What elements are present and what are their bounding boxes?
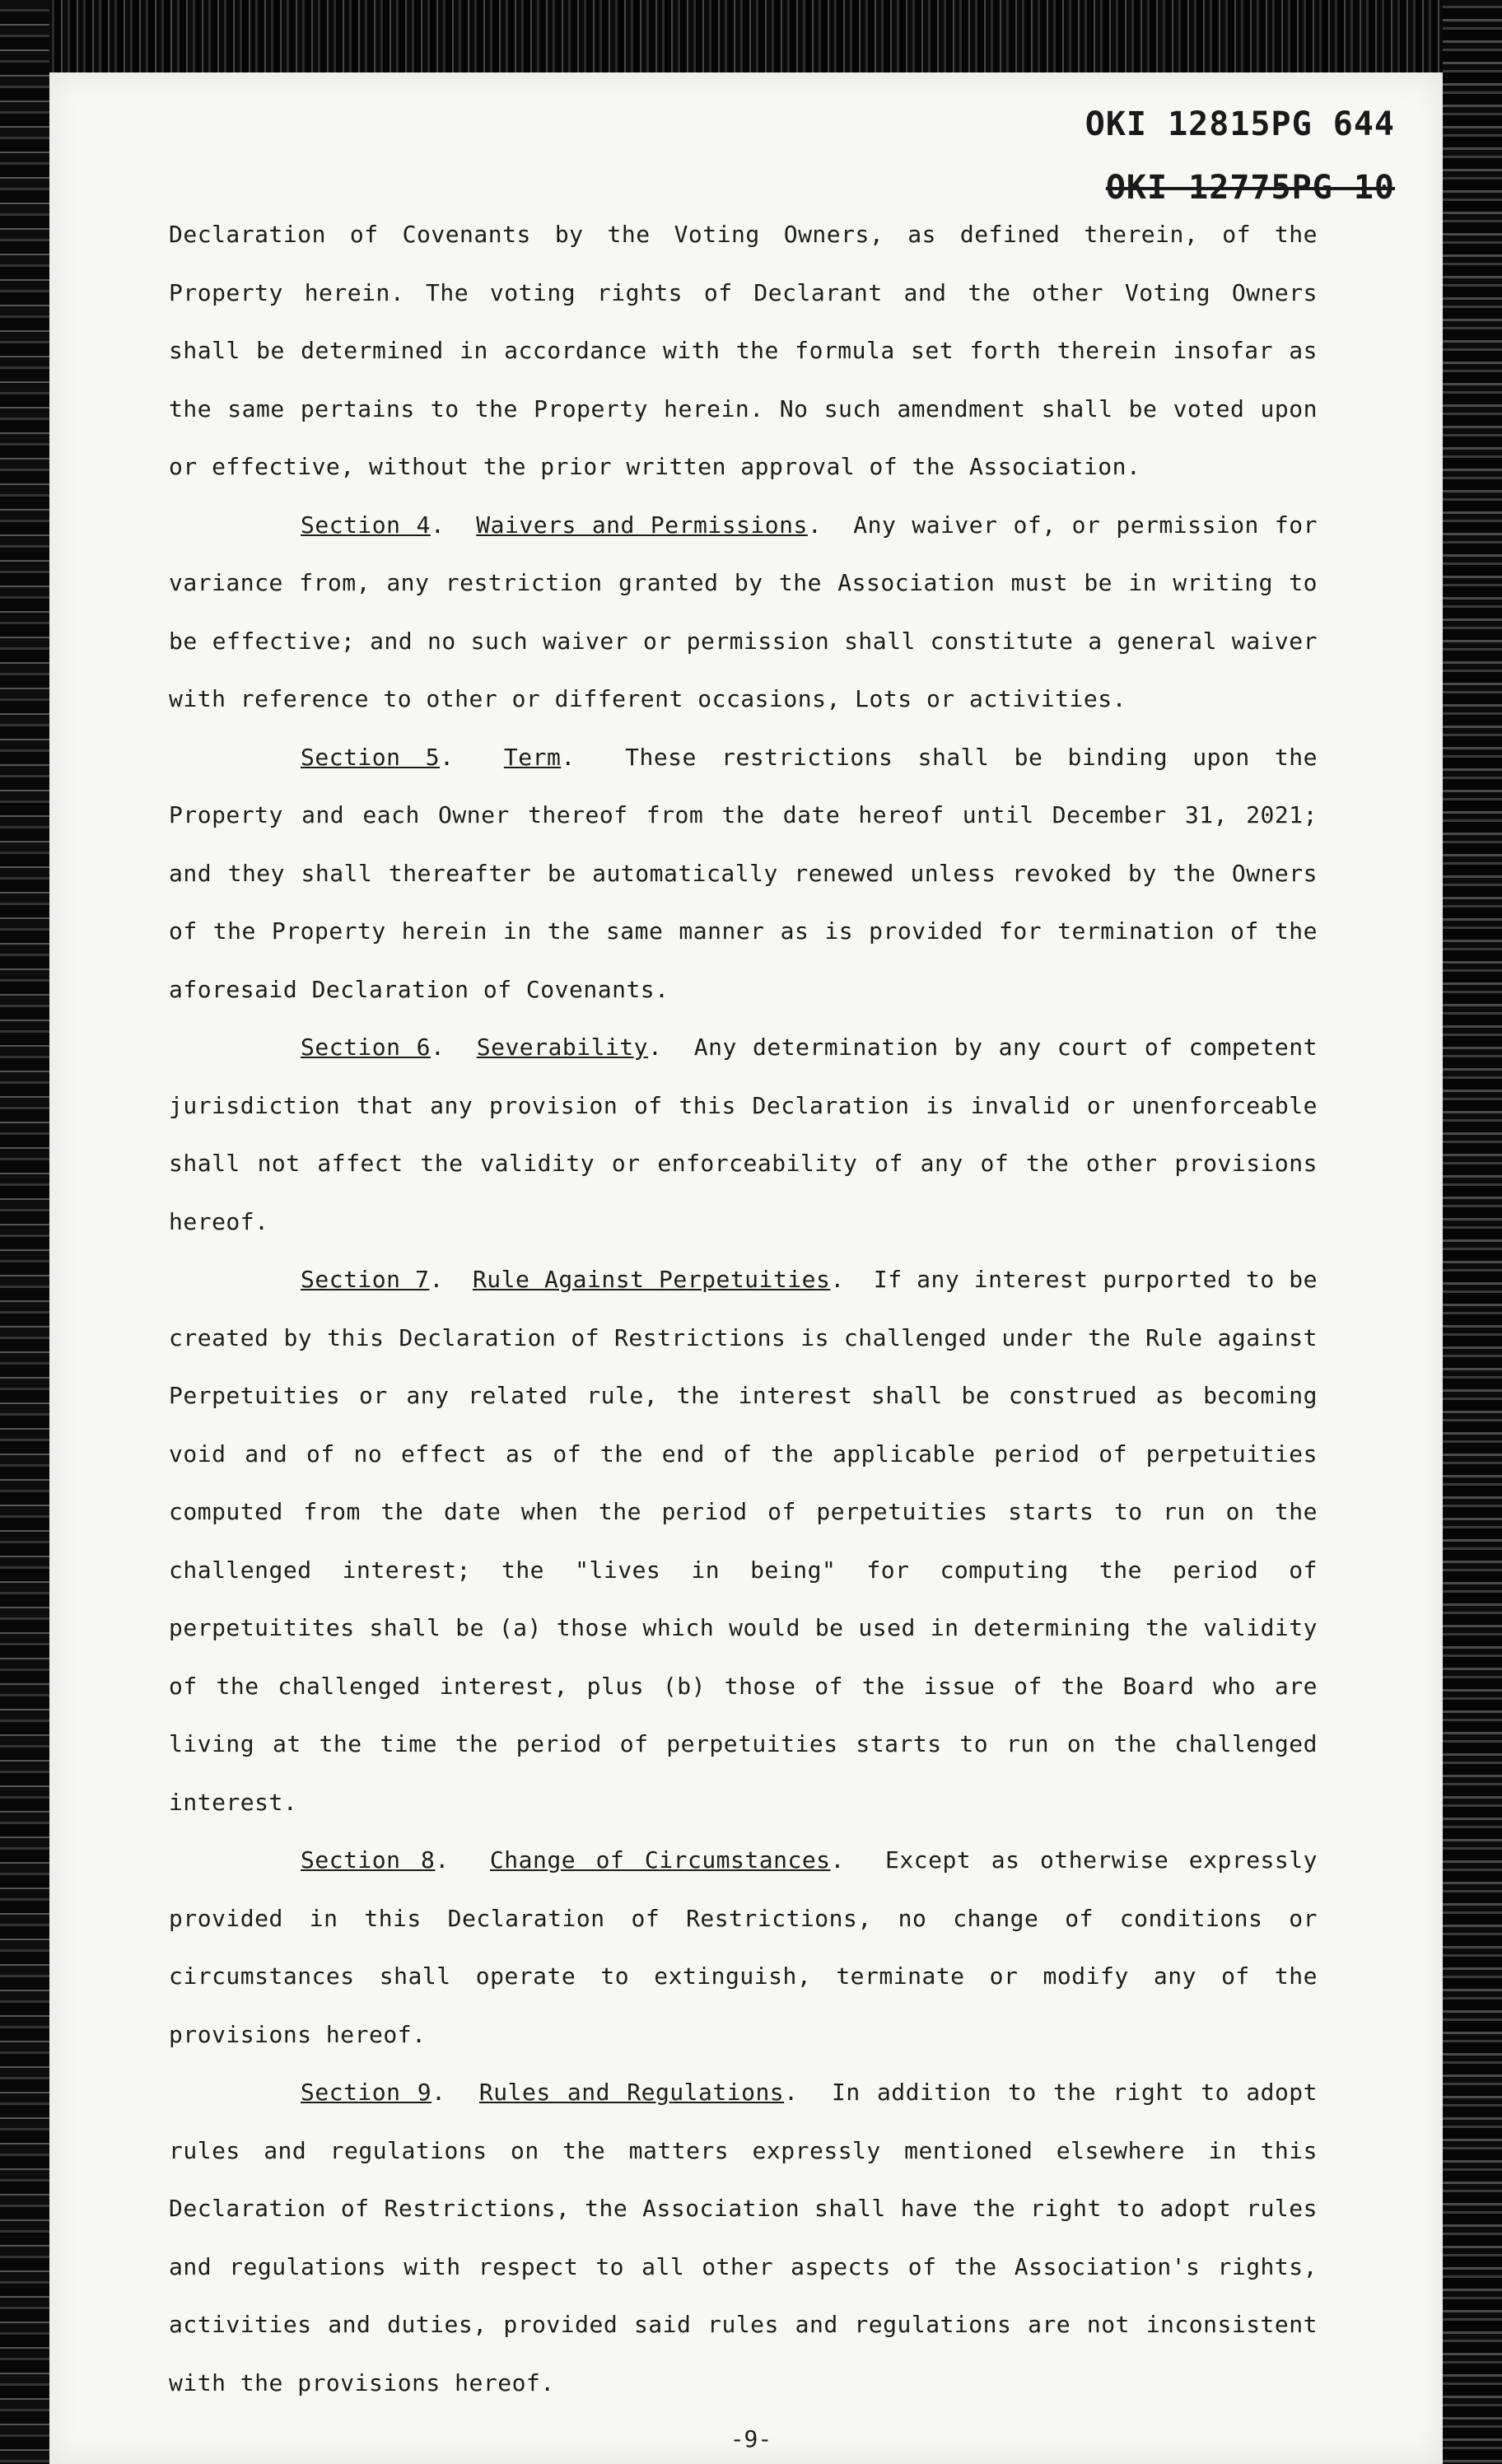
section-title: Term bbox=[503, 743, 562, 771]
section-4: Section 4. Waivers and Permissions. Any waiver of, or permission for variance from, any restriction granted by the Association must be in writing to be effective; and no such waiver or permission shall constitute a general waiver with reference to other or different occasions, Lots or activities. bbox=[169, 511, 1318, 712]
document-body bbox=[169, 206, 1318, 2412]
scan-edge-top bbox=[0, 0, 1502, 78]
scan-edge-right bbox=[1443, 0, 1502, 2464]
section-7: Section 7. Rule Against Perpetuities. If any interest purported to be created by this Declaration of Restrictions is challenged under the Rule against Perpetuities or any related rule, the interest shall be construed as becoming void and of no effect as of the end of the applicable period of perpetuities computed from the date when the period of perpetuities starts to run on the challenged interest; the "lives in being" for computing the period of perpetuitites shall be (a) those which would be used in determining the validity of the challenged interest, plus (b) those of the issue of the Board who are living at the time the period of perpetuities starts to run on the challenged interest. bbox=[169, 1266, 1318, 1816]
section-number: Section 5 bbox=[301, 743, 441, 771]
section-text: Any waiver of, or permission for variance from, any restriction granted by the Association must be in writing to be effective; and no such waiver or permission shall constitute a general waiver with reference to other or different occasions, Lots or activities. bbox=[169, 511, 1318, 712]
section-title: Rule Against Perpetuities bbox=[472, 1266, 831, 1293]
section-6: Section 6. Severability. Any determination by any court of competent jurisdiction that any provision of this Declaration is invalid or unenforceable shall not affect the validity or enforceability of any of the other provisions hereof. bbox=[169, 1034, 1318, 1235]
section-text: These restrictions shall be binding upon the Property and each Owner thereof from the date hereof until December 31, 2021; and they shall thereafter be automatically renewed unless revoked by the Owners of the Property herein in the same manner as is provided for termination of the aforesaid Declaration of Covenants. bbox=[169, 743, 1318, 1003]
section-text: In addition to the right to adopt rules and regulations on the matters expressly mentioned elsewhere in this Declaration of Restrictions, the Association shall have the right to adopt rules and regulations with respect to all other aspects of the Association's rights, activities and duties, provided said rules and regulations are not inconsistent with the provisions hereof. bbox=[169, 2079, 1318, 2396]
section-number: Section 8 bbox=[301, 1846, 436, 1874]
section-9: Section 9. Rules and Regulations. In addition to the right to adopt rules and regulations on the matters expressly mentioned elsewhere in this Declaration of Restrictions, the Association shall have the right to adopt rules and regulations with respect to all other aspects of the Association's rights, activities and duties, provided said rules and regulations are not inconsistent with the provisions hereof. bbox=[169, 2079, 1318, 2396]
section-number: Section 6 bbox=[301, 1034, 431, 1061]
section-title: Rules and Regulations bbox=[478, 2079, 785, 2106]
section-text: Any determination by any court of competent jurisdiction that any provision of this Declaration is invalid or unenforceable shall not affect the validity or enforceability of any of the other provisions hereof. bbox=[169, 1034, 1318, 1235]
book-page-stamp: OKI 12815PG 644 bbox=[1085, 105, 1395, 143]
page-number: -9- bbox=[730, 2425, 772, 2452]
section-text: Except as otherwise expressly provided in this Declaration of Restrictions, no change of conditions or circumstances shall operate to extinguish, terminate or modify any of the provisions hereof. bbox=[169, 1846, 1318, 2048]
section-number: Section 9 bbox=[301, 2079, 432, 2106]
section-text: If any interest purported to be created by this Declaration of Restrictions is challenged under the Rule against Perpetuities or any related rule, the interest shall be construed as becoming void and of no effect as of the end of the applicable period of perpetuities computed from the date when the period of perpetuities starts to run on the challenged interest; the "lives in being" for computing the period of perpetuitites shall be (a) those which would be used in determining the validity of the challenged interest, plus (b) those of the issue of the Board who are living at the time the period of perpetuities starts to run on the challenged interest. bbox=[169, 1266, 1318, 1816]
section-8: Section 8. Change of Circumstances. Except as otherwise expressly provided in this Declaration of Restrictions, no change of conditions or circumstances shall operate to extinguish, terminate or modify any of the provisions hereof. bbox=[169, 1846, 1318, 2048]
section-title: Waivers and Permissions bbox=[476, 511, 808, 539]
book-page-stamp-struck bbox=[1106, 169, 1395, 207]
section-title: Change of Circumstances bbox=[489, 1846, 831, 1874]
scan-edge-left bbox=[0, 0, 49, 2464]
section-number: Section 7 bbox=[301, 1266, 430, 1293]
section-title: Severability bbox=[476, 1034, 649, 1061]
section-number: Section 4 bbox=[301, 511, 431, 539]
paragraph-continuation: Declaration of Covenants by the Voting Owners, as defined therein, of the Property herein. The voting rights of Declarant and the other Voting Owners shall be determined in accordance with the formula set forth therein insofar as the same pertains to the Property herein. No such amendment shall be voted upon or effective, without the prior written approval of the Association. bbox=[169, 221, 1318, 480]
section-5: Section 5. Term. These restrictions shall be binding upon the Property and each Owner thereof from the date hereof until December 31, 2021; and they shall thereafter be automatically renewed unless revoked by the Owners of the Property herein in the same manner as is provided for termination of the aforesaid Declaration of Covenants. bbox=[169, 743, 1318, 1003]
struck-stamp-text: OKI 12775PG 10 bbox=[1105, 169, 1395, 207]
